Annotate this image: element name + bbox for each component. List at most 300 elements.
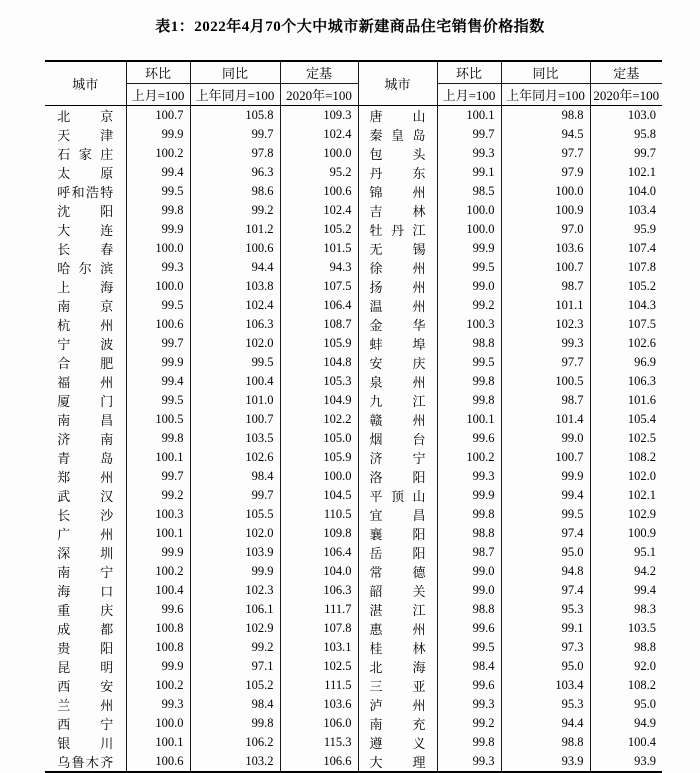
yoy-index-cell-left: 99.5 <box>190 353 280 372</box>
city-name: 北海 <box>369 659 426 675</box>
base-index-cell-left: 100.6 <box>280 182 358 201</box>
base-index-cell-left: 102.2 <box>280 410 358 429</box>
yoy-index-cell-right: 100.5 <box>501 372 590 391</box>
base-index-cell-left: 109.8 <box>280 524 358 543</box>
city-name: 惠州 <box>369 621 426 637</box>
table-row <box>45 543 662 562</box>
city-name: 西安 <box>57 678 114 694</box>
mom-index-cell-left: 100.5 <box>126 410 190 429</box>
mom-index-cell-left: 100.2 <box>126 676 190 695</box>
mom-index-cell-left: 99.3 <box>126 695 190 714</box>
city-name: 南京 <box>57 298 114 314</box>
table-row <box>45 144 662 163</box>
table-row <box>45 277 662 296</box>
table-row <box>45 410 662 429</box>
city-cell-left <box>45 125 126 144</box>
city-name: 无锡 <box>369 241 426 257</box>
city-cell-left <box>45 505 126 524</box>
mom-index-cell-right: 100.1 <box>437 105 501 125</box>
mom-index-cell-right: 99.3 <box>437 467 501 486</box>
table-row <box>45 391 662 410</box>
city-name: 包头 <box>369 146 426 162</box>
mom-index-cell-right: 99.8 <box>437 505 501 524</box>
table-row <box>45 296 662 315</box>
city-name: 泉州 <box>369 374 426 390</box>
city-cell-right <box>358 467 437 486</box>
yoy-index-cell-right: 97.4 <box>501 524 590 543</box>
city-cell-left <box>45 201 126 220</box>
mom-index-cell-left: 100.0 <box>126 277 190 296</box>
yoy-index-cell-right: 100.7 <box>501 258 590 277</box>
yoy-index-cell-right: 95.3 <box>501 695 590 714</box>
mom-index-cell-right: 98.4 <box>437 657 501 676</box>
base-index-cell-left: 103.1 <box>280 638 358 657</box>
mom-index-cell-right: 98.8 <box>437 600 501 619</box>
base-index-cell-right: 99.4 <box>634 582 656 597</box>
city-name: 南宁 <box>57 564 114 580</box>
col-header-base-left: 定基 <box>280 61 358 83</box>
city-cell-left <box>45 391 126 410</box>
city-cell-left <box>45 353 126 372</box>
yoy-index-cell-right: 99.5 <box>501 505 590 524</box>
yoy-index-cell-right: 97.9 <box>501 163 590 182</box>
city-cell-left <box>45 258 126 277</box>
base-index-cell-left: 102.4 <box>280 125 358 144</box>
base-index-cell-right: 102.1 <box>627 487 656 502</box>
base-index-cell-left: 111.7 <box>280 600 358 619</box>
base-index-cell-right: 94.2 <box>634 563 656 578</box>
yoy-index-cell-left: 98.6 <box>190 182 280 201</box>
table-row <box>45 524 662 543</box>
mom-index-cell-left: 99.7 <box>126 467 190 486</box>
city-name: 烟台 <box>369 431 426 447</box>
base-index-cell-left: 106.6 <box>280 752 358 772</box>
base-index-cell-right: 105.4 <box>627 411 656 426</box>
city-cell-left <box>45 448 126 467</box>
city-name: 丹东 <box>369 165 426 181</box>
col-subheader-yoy-left: 上年同月=100 <box>190 83 280 105</box>
table-row <box>45 334 662 353</box>
city-cell-right <box>358 410 437 429</box>
city-name: 沈阳 <box>57 203 114 219</box>
col-subheader-yoy-right: 上年同月=100 <box>501 83 590 105</box>
mom-index-cell-right: 99.5 <box>437 258 501 277</box>
base-index-cell-right: 102.0 <box>627 468 656 483</box>
table-row <box>45 619 662 638</box>
yoy-index-cell-right: 99.9 <box>501 467 590 486</box>
yoy-index-cell-left: 102.4 <box>190 296 280 315</box>
base-index-cell-left: 103.6 <box>280 695 358 714</box>
yoy-index-cell-right: 99.4 <box>501 486 590 505</box>
city-cell-right <box>358 752 437 772</box>
base-index-cell-left: 106.4 <box>280 296 358 315</box>
table-title: 表1：2022年4月70个大中城市新建商品住宅销售价格指数 <box>155 19 545 35</box>
base-index-cell-right: 103.0 <box>627 107 656 122</box>
city-cell-right <box>358 239 437 258</box>
city-name: 石家庄 <box>57 146 114 162</box>
col-subheader-mom-left: 上月=100 <box>126 83 190 105</box>
city-cell-left <box>45 581 126 600</box>
base-index-cell-right: 107.4 <box>627 240 656 255</box>
yoy-index-cell-left: 100.4 <box>190 372 280 391</box>
city-cell-left <box>45 486 126 505</box>
city-name: 银川 <box>57 735 114 751</box>
yoy-index-cell-left: 103.9 <box>190 543 280 562</box>
base-index-cell-right: 102.1 <box>627 164 656 179</box>
city-name: 杭州 <box>57 317 114 333</box>
col-header-city-right: 城市 <box>358 61 437 105</box>
base-index-cell-right: 98.3 <box>634 601 656 616</box>
city-name: 常德 <box>369 564 426 580</box>
city-cell-left <box>45 239 126 258</box>
table-row <box>45 714 662 733</box>
yoy-index-cell-right: 99.0 <box>501 429 590 448</box>
city-cell-left <box>45 543 126 562</box>
col-header-city-left: 城市 <box>45 61 126 105</box>
yoy-index-cell-left: 102.6 <box>190 448 280 467</box>
yoy-index-cell-left: 101.2 <box>190 220 280 239</box>
city-name: 南充 <box>369 716 426 732</box>
city-cell-left <box>45 752 126 772</box>
mom-index-cell-left: 99.8 <box>126 201 190 220</box>
yoy-index-cell-right: 100.9 <box>501 201 590 220</box>
base-index-cell-right: 95.1 <box>634 544 656 559</box>
base-index-cell-left: 110.5 <box>280 505 358 524</box>
table-row <box>45 182 662 201</box>
city-name: 西宁 <box>57 716 114 732</box>
city-name: 蚌埠 <box>369 336 426 352</box>
yoy-index-cell-left: 100.7 <box>190 410 280 429</box>
city-cell-right <box>358 638 437 657</box>
base-index-cell-right: 107.5 <box>627 316 656 331</box>
city-cell-right <box>358 657 437 676</box>
col-header-yoy-right: 同比 <box>501 61 590 83</box>
mom-index-cell-left: 100.0 <box>126 239 190 258</box>
table-row <box>45 220 662 239</box>
city-name: 韶关 <box>369 583 426 599</box>
yoy-index-cell-right: 101.1 <box>501 296 590 315</box>
city-cell-left <box>45 714 126 733</box>
base-index-cell-left: 101.5 <box>280 239 358 258</box>
yoy-index-cell-right: 101.4 <box>501 410 590 429</box>
table-body <box>45 105 662 772</box>
yoy-index-cell-right: 95.3 <box>501 600 590 619</box>
base-index-cell-left: 102.4 <box>280 201 358 220</box>
mom-index-cell-left: 100.2 <box>126 562 190 581</box>
mom-index-cell-right: 99.6 <box>437 429 501 448</box>
city-cell-right <box>358 543 437 562</box>
mom-index-cell-left: 100.1 <box>126 524 190 543</box>
yoy-index-cell-left: 102.0 <box>190 524 280 543</box>
yoy-index-cell-right: 99.1 <box>501 619 590 638</box>
table-row <box>45 505 662 524</box>
base-index-cell-left: 106.0 <box>280 714 358 733</box>
city-cell-right <box>358 144 437 163</box>
yoy-index-cell-left: 99.2 <box>190 638 280 657</box>
base-index-cell-right: 98.8 <box>634 639 656 654</box>
mom-index-cell-right: 99.7 <box>437 125 501 144</box>
mom-index-cell-right: 99.0 <box>437 277 501 296</box>
city-name: 锦州 <box>369 184 426 200</box>
base-index-cell-right: 103.5 <box>627 620 656 635</box>
mom-index-cell-left: 100.8 <box>126 638 190 657</box>
city-name: 徐州 <box>369 260 426 276</box>
city-cell-left <box>45 657 126 676</box>
yoy-index-cell-left: 105.2 <box>190 676 280 695</box>
base-index-cell-left: 111.5 <box>280 676 358 695</box>
mom-index-cell-left: 99.2 <box>126 486 190 505</box>
city-name: 长春 <box>57 241 114 257</box>
yoy-index-cell-right: 95.0 <box>501 543 590 562</box>
table-row <box>45 676 662 695</box>
mom-index-cell-left: 99.9 <box>126 220 190 239</box>
col-header-yoy-left: 同比 <box>190 61 280 83</box>
city-cell-left <box>45 372 126 391</box>
city-name: 三亚 <box>369 678 426 694</box>
yoy-index-cell-left: 103.5 <box>190 429 280 448</box>
mom-index-cell-left: 100.1 <box>126 448 190 467</box>
yoy-index-cell-left: 103.8 <box>190 277 280 296</box>
mom-index-cell-left: 99.5 <box>126 391 190 410</box>
city-name: 太原 <box>57 165 114 181</box>
yoy-index-cell-right: 100.0 <box>501 182 590 201</box>
base-index-cell-left: 104.8 <box>280 353 358 372</box>
mom-index-cell-left: 99.4 <box>126 372 190 391</box>
table-header <box>45 61 662 105</box>
yoy-index-cell-left: 99.7 <box>190 486 280 505</box>
yoy-index-cell-right: 95.0 <box>501 657 590 676</box>
city-cell-right <box>358 315 437 334</box>
mom-index-cell-right: 100.1 <box>437 410 501 429</box>
yoy-index-cell-right: 97.7 <box>501 353 590 372</box>
city-name: 深圳 <box>57 545 114 561</box>
base-index-cell-left: 104.5 <box>280 486 358 505</box>
city-cell-right <box>358 105 437 125</box>
base-index-cell-left: 105.3 <box>280 372 358 391</box>
city-cell-left <box>45 105 126 125</box>
yoy-index-cell-left: 106.2 <box>190 733 280 752</box>
city-cell-left <box>45 182 126 201</box>
mom-index-cell-right: 99.5 <box>437 638 501 657</box>
yoy-index-cell-right: 94.8 <box>501 562 590 581</box>
city-cell-right <box>358 258 437 277</box>
city-cell-left <box>45 619 126 638</box>
city-name: 长沙 <box>57 507 114 523</box>
mom-index-cell-right: 99.9 <box>437 239 501 258</box>
city-cell-right <box>358 163 437 182</box>
base-index-cell-left: 109.3 <box>280 105 358 125</box>
yoy-index-cell-right: 98.8 <box>501 733 590 752</box>
mom-index-cell-right: 99.6 <box>437 619 501 638</box>
city-cell-right <box>358 524 437 543</box>
yoy-index-cell-left: 96.3 <box>190 163 280 182</box>
base-index-cell-left: 115.3 <box>280 733 358 752</box>
city-name: 安庆 <box>369 355 426 371</box>
table-row <box>45 638 662 657</box>
city-cell-left <box>45 562 126 581</box>
table-row <box>45 752 662 772</box>
price-index-table <box>45 60 662 773</box>
mom-index-cell-left: 100.6 <box>126 752 190 772</box>
city-cell-right <box>358 125 437 144</box>
city-name: 贵阳 <box>57 640 114 656</box>
base-index-cell-right: 102.6 <box>627 335 656 350</box>
city-cell-left <box>45 467 126 486</box>
mom-index-cell-right: 99.3 <box>437 144 501 163</box>
mom-index-cell-right: 100.0 <box>437 220 501 239</box>
mom-index-cell-right: 99.6 <box>437 676 501 695</box>
city-cell-right <box>358 296 437 315</box>
city-cell-left <box>45 144 126 163</box>
mom-index-cell-left: 100.4 <box>126 581 190 600</box>
base-index-cell-left: 106.3 <box>280 581 358 600</box>
yoy-index-cell-left: 98.4 <box>190 467 280 486</box>
mom-index-cell-left: 99.5 <box>126 296 190 315</box>
yoy-index-cell-right: 97.3 <box>501 638 590 657</box>
mom-index-cell-right: 99.3 <box>437 752 501 772</box>
table-row <box>45 258 662 277</box>
city-cell-left <box>45 429 126 448</box>
city-name: 哈尔滨 <box>57 260 114 276</box>
mom-index-cell-left: 100.2 <box>126 144 190 163</box>
col-subheader-base-left: 2020年=100 <box>280 83 358 105</box>
city-cell-right <box>358 429 437 448</box>
city-cell-right <box>358 372 437 391</box>
city-name: 温州 <box>369 298 426 314</box>
yoy-index-cell-left: 106.3 <box>190 315 280 334</box>
base-index-cell-left: 105.9 <box>280 334 358 353</box>
yoy-index-cell-left: 97.1 <box>190 657 280 676</box>
yoy-index-cell-left: 99.7 <box>190 125 280 144</box>
city-name: 济宁 <box>369 450 426 466</box>
city-cell-right <box>358 714 437 733</box>
city-cell-right <box>358 676 437 695</box>
table-row <box>45 467 662 486</box>
base-index-cell-right: 99.7 <box>634 145 656 160</box>
city-name: 海口 <box>57 583 114 599</box>
mom-index-cell-right: 100.3 <box>437 315 501 334</box>
mom-index-cell-left: 99.3 <box>126 258 190 277</box>
base-index-cell-right: 104.0 <box>627 183 656 198</box>
header-row-sub <box>45 83 662 105</box>
yoy-index-cell-right: 99.3 <box>501 334 590 353</box>
city-cell-right <box>358 695 437 714</box>
city-cell-right <box>358 505 437 524</box>
yoy-index-cell-right: 97.0 <box>501 220 590 239</box>
base-index-cell-left: 105.0 <box>280 429 358 448</box>
base-index-cell-right: 105.2 <box>627 278 656 293</box>
base-index-cell-left: 107.5 <box>280 277 358 296</box>
mom-index-cell-left: 100.3 <box>126 505 190 524</box>
city-cell-left <box>45 638 126 657</box>
yoy-index-cell-right: 97.4 <box>501 581 590 600</box>
base-index-cell-right: 106.3 <box>627 373 656 388</box>
mom-index-cell-right: 99.8 <box>437 391 501 410</box>
city-cell-left <box>45 277 126 296</box>
mom-index-cell-right: 100.2 <box>437 448 501 467</box>
city-cell-right <box>358 353 437 372</box>
yoy-index-cell-left: 102.3 <box>190 581 280 600</box>
col-header-mom-right: 环比 <box>437 61 501 83</box>
city-cell-right <box>358 391 437 410</box>
city-cell-left <box>45 600 126 619</box>
city-name: 福州 <box>57 374 114 390</box>
mom-index-cell-left: 99.9 <box>126 543 190 562</box>
city-name: 厦门 <box>57 393 114 409</box>
mom-index-cell-left: 100.1 <box>126 733 190 752</box>
yoy-index-cell-right: 103.6 <box>501 239 590 258</box>
yoy-index-cell-left: 94.4 <box>190 258 280 277</box>
mom-index-cell-left: 99.9 <box>126 125 190 144</box>
mom-index-cell-right: 98.8 <box>437 334 501 353</box>
mom-index-cell-left: 100.8 <box>126 619 190 638</box>
city-name: 平顶山 <box>369 488 426 504</box>
base-index-cell-left: 104.0 <box>280 562 358 581</box>
city-name: 湛江 <box>369 602 426 618</box>
base-index-cell-right: 95.9 <box>634 221 656 236</box>
base-index-cell-right: 108.2 <box>627 449 656 464</box>
mom-index-cell-left: 100.0 <box>126 714 190 733</box>
city-name: 岳阳 <box>369 545 426 561</box>
city-cell-left <box>45 334 126 353</box>
city-cell-right <box>358 562 437 581</box>
yoy-index-cell-left: 100.6 <box>190 239 280 258</box>
table-row <box>45 429 662 448</box>
city-name: 扬州 <box>369 279 426 295</box>
city-cell-left <box>45 220 126 239</box>
base-index-cell-right: 95.8 <box>634 126 656 141</box>
city-name: 九江 <box>369 393 426 409</box>
base-index-cell-right: 107.8 <box>627 259 656 274</box>
mom-index-cell-left: 99.5 <box>126 182 190 201</box>
city-cell-left <box>45 524 126 543</box>
city-name: 青岛 <box>57 450 114 466</box>
city-name: 兰州 <box>57 697 114 713</box>
mom-index-cell-left: 100.7 <box>126 105 190 125</box>
base-index-cell-right: 102.5 <box>627 430 656 445</box>
city-cell-right <box>358 486 437 505</box>
mom-index-cell-left: 99.9 <box>126 657 190 676</box>
city-name: 广州 <box>57 526 114 542</box>
table-row <box>45 657 662 676</box>
col-header-base-right: 定基 <box>590 61 662 83</box>
mom-index-cell-right: 99.2 <box>437 296 501 315</box>
table-row <box>45 201 662 220</box>
base-index-cell-right: 93.9 <box>634 753 656 768</box>
base-index-cell-left: 95.2 <box>280 163 358 182</box>
city-cell-left <box>45 695 126 714</box>
yoy-index-cell-right: 97.7 <box>501 144 590 163</box>
city-cell-right <box>358 182 437 201</box>
yoy-index-cell-left: 99.9 <box>190 562 280 581</box>
table-row <box>45 105 662 125</box>
mom-index-cell-right: 99.0 <box>437 581 501 600</box>
city-name: 上海 <box>57 279 114 295</box>
base-index-cell-left: 105.9 <box>280 448 358 467</box>
mom-index-cell-left: 99.4 <box>126 163 190 182</box>
table-row <box>45 562 662 581</box>
base-index-cell-left: 108.7 <box>280 315 358 334</box>
base-index-cell-right: 108.2 <box>627 677 656 692</box>
mom-index-cell-right: 99.8 <box>437 733 501 752</box>
header-row-top <box>45 61 662 83</box>
yoy-index-cell-right: 98.8 <box>501 105 590 125</box>
city-cell-right <box>358 201 437 220</box>
yoy-index-cell-left: 102.9 <box>190 619 280 638</box>
yoy-index-cell-left: 105.5 <box>190 505 280 524</box>
mom-index-cell-left: 100.6 <box>126 315 190 334</box>
city-cell-left <box>45 733 126 752</box>
